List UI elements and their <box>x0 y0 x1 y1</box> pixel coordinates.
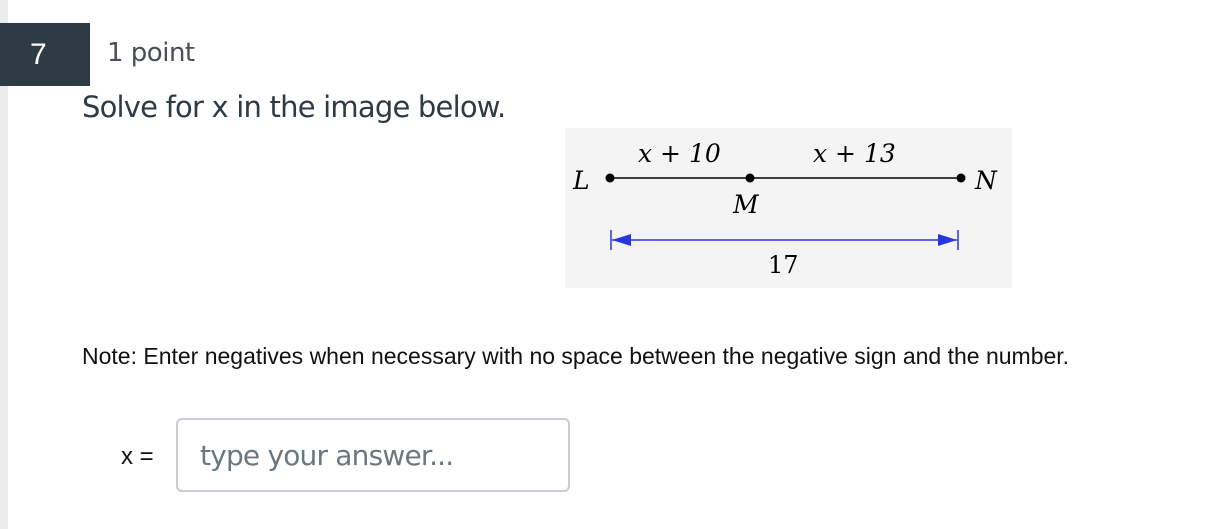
segment-diagram-svg <box>565 128 1012 288</box>
point-n-label: N <box>975 166 997 195</box>
question-prompt: Solve for x in the image below. <box>82 90 506 124</box>
question-number-badge: 7 <box>0 23 90 86</box>
question-points: 1 point <box>107 38 195 68</box>
segment-mn-label: x + 13 <box>813 139 896 168</box>
total-length-arrow <box>611 230 958 250</box>
answer-label: x = <box>121 443 154 470</box>
segment-lm-label: x + 10 <box>638 139 721 168</box>
segment-diagram <box>565 128 1012 288</box>
point-m-label: M <box>733 190 759 219</box>
answer-note: Note: Enter negatives when necessary with no space between the negative sign and the number. <box>82 343 1070 369</box>
point-l-dot <box>606 174 615 183</box>
total-length-label: 17 <box>768 251 799 279</box>
point-n-dot <box>957 174 966 183</box>
point-l-label: L <box>573 166 590 195</box>
answer-input[interactable] <box>176 418 570 492</box>
point-m-dot <box>746 174 755 183</box>
